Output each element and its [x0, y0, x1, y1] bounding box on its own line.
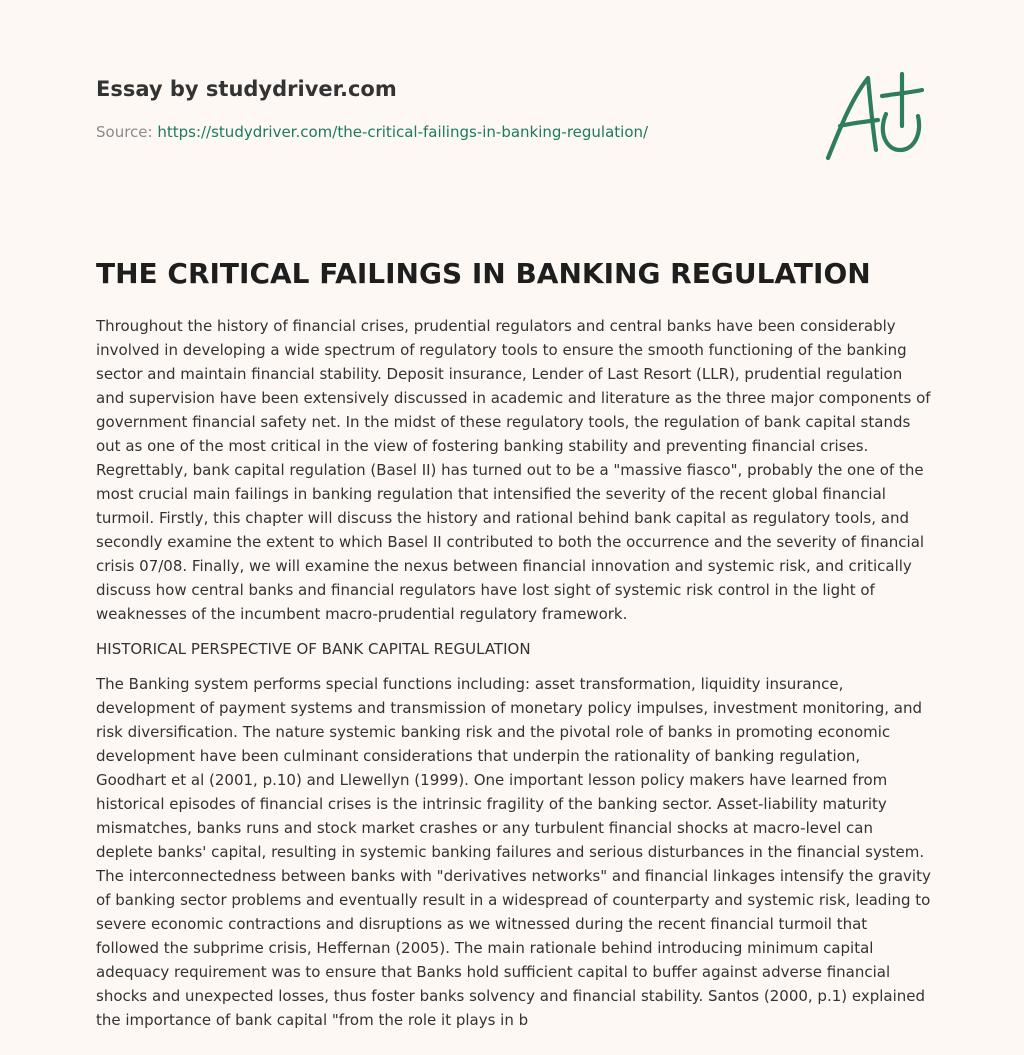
source-label: Source:: [96, 123, 158, 141]
source-link[interactable]: https://studydriver.com/the-critical-failings-in-banking-regulation/: [157, 123, 649, 141]
section-heading: HISTORICAL PERSPECTIVE OF BANK CAPITAL REGULATION: [96, 640, 531, 658]
body-paragraph: The Banking system performs special functions including: asset transformation, liquidity insurance, development of payment systems and transmission of monetary policy impulses, investment monitoring, and risk diversification. The nature systemic banking risk and the pivotal role of banks in promoting economic development have been culminant considerations that underpin the rationality of banking regulation, Goodhart et al (2001, p.10) and Llewellyn (1999). One important lesson policy makers have learned from historical episodes of financial crises is the intrinsic fragility of the banking sector. Asset-liability maturity mismatches, banks runs and stock market crashes or any turbulent financial shocks at macro-level can deplete banks' capital, resulting in systemic banking failures and serious disturbances in the financial system. The interconnectedness between banks with "derivatives networks" and financial linkages intensify the gravity of banking sector problems and eventually result in a widespread of counterparty and systemic risk, leading to severe economic contractions and disruptions as we witnessed during the recent financial turmoil that followed the subprime crisis, Heffernan (2005). The main rationale behind introducing minimum capital adequacy requirement was to ensure that Banks hold sufficient capital to buffer against adverse financial shocks and unexpected losses, thus foster banks solvency and financial stability. Santos (2000, p.1) explained the importance of bank capital "from the role it plays in b: [96, 675, 931, 1029]
document-title: THE CRITICAL FAILINGS IN BANKING REGULATION: [96, 257, 871, 290]
source-line: [96, 122, 736, 142]
a-plus-logo-icon: [818, 68, 930, 168]
brand-name: Essay by studydriver.com: [96, 77, 397, 101]
essay-header: [96, 74, 736, 142]
intro-paragraph: Throughout the history of financial crises, prudential regulators and central banks have been considerably involved in developing a wide spectrum of regulatory tools to ensure the smooth functioning of the banking sector and maintain financial stability. Deposit insurance, Lender of Last Resort (LLR), prudential regulation and supervision have been extensively discussed in academic and literature as the three major components of government financial safety net. In the midst of these regulatory tools, the regulation of bank capital stands out as one of the most critical in the view of fostering banking stability and preventing financial crises. Regrettably, bank capital regulation (Basel II) has turned out to be a "massive fiasco", probably the one of the most crucial main failings in banking regulation that intensified the severity of the recent global financial turmoil. Firstly, this chapter will discuss the history and rational behind bank capital as regulatory tools, and secondly examine the extent to which Basel II contributed to both the occurrence and the severity of financial crisis 07/08. Finally, we will examine the nexus between financial innovation and systemic risk, and critically discuss how central banks and financial regulators have lost sight of systemic risk control in the light of weaknesses of the incumbent macro-prudential regulatory framework.: [96, 317, 931, 623]
essay-body: [96, 314, 932, 1043]
